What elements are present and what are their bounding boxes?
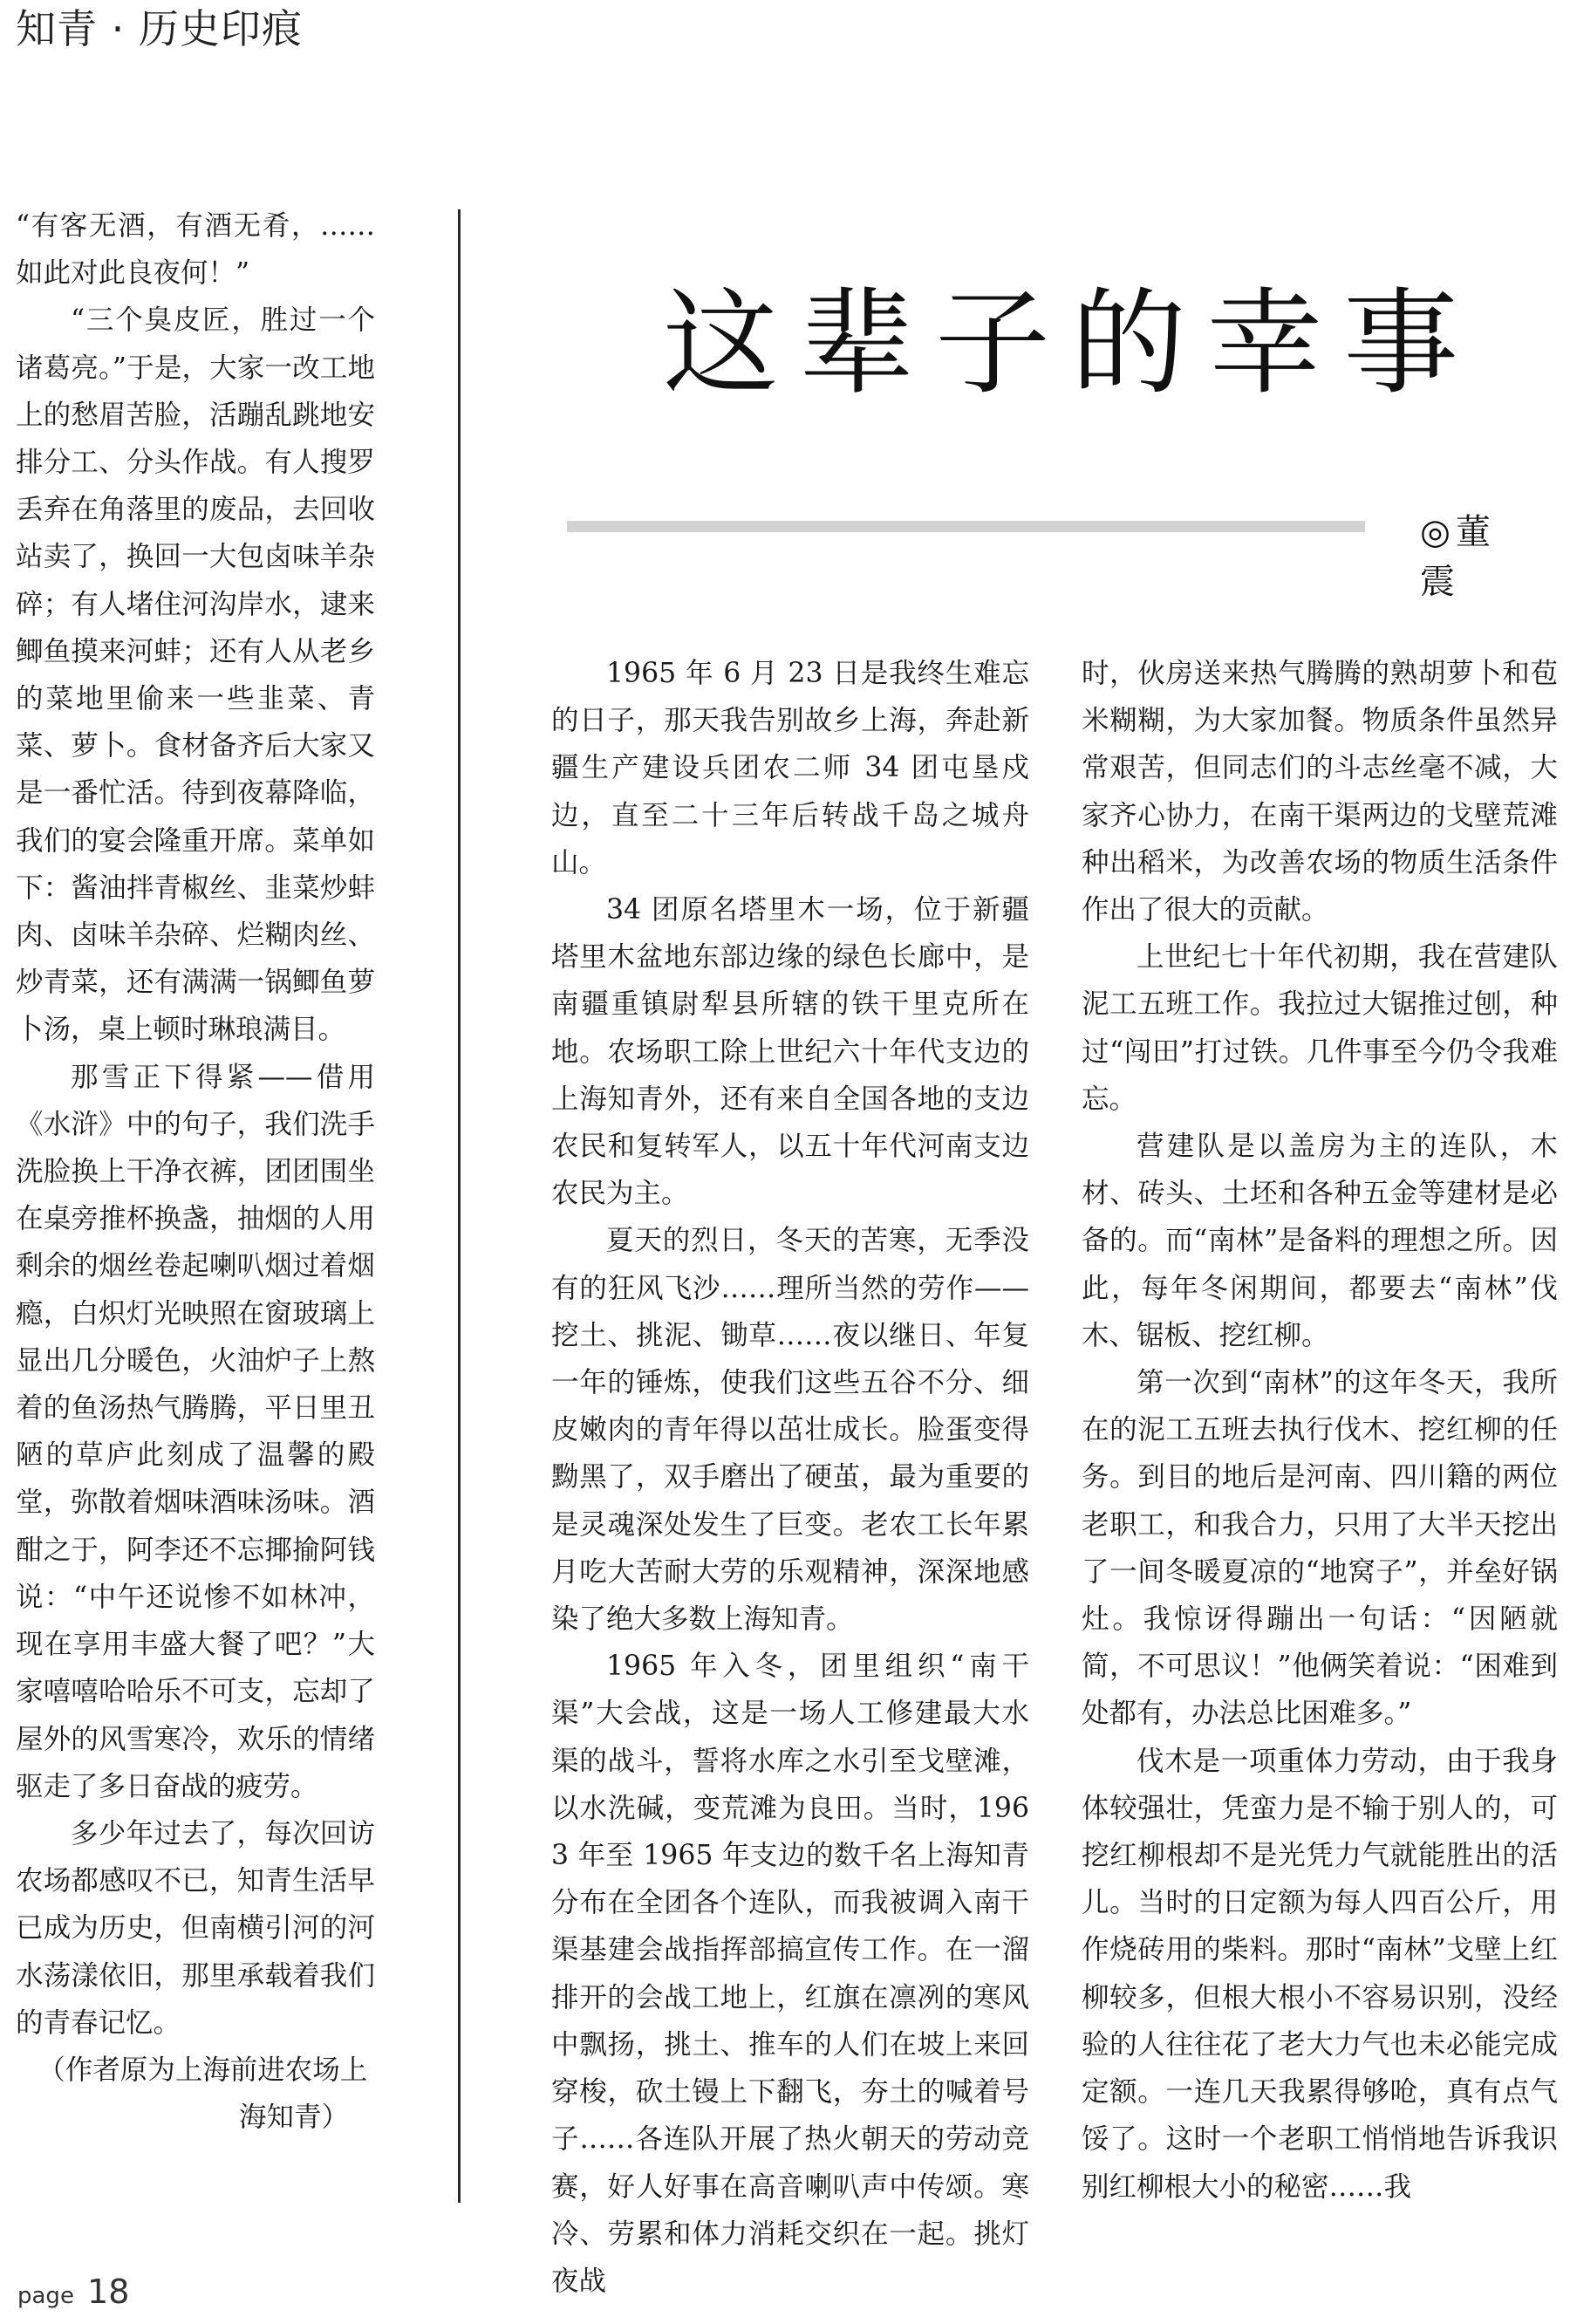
paragraph: 34 团原名塔里木一场，位于新疆塔里木盆地东部边缘的绿色长廊中，是南疆重镇尉犁县所辖的铁干里克所在地。农场职工除上世纪六十年代支边的上海知青外，还有来自全国各地的支边农民和复转军人，以五十年代河南支边农民为主。 xyxy=(551,894,1029,1210)
paragraph: 1965 年 6 月 23 日是我终生难忘的日子，那天我告别故乡上海，奔赴新疆生产建设兵团农二师 34 团屯垦戍边，直至二十三年后转战千岛之城舟山。 xyxy=(551,658,1029,878)
paragraph: 营建队是以盖房为主的连队，木材、砖头、土坯和各种五金等建材是必备的。而“南林”是备料的理想之所。因此，每年冬闲期间，都要去“南林”伐木、锯板、挖红柳。 xyxy=(1082,1131,1558,1351)
paragraph: 时，伙房送来热气腾腾的熟胡萝卜和苞米糊糊，为大家加餐。物质条件虽然异常艰苦，但同志们的斗志丝毫不减，大家齐心协力，在南干渠两边的戈壁荒滩种出稻米，为改善农场的物质生活条件作出了很大的贡献。 xyxy=(1082,658,1558,926)
column-divider xyxy=(458,209,461,2203)
page-label: page xyxy=(17,2283,74,2309)
paragraph: “三个臭皮匠，胜过一个诸葛亮。”于是，大家一改工地上的愁眉苦脸，活蹦乱跳地安排分工、分头作战。有人搜罗丢弃在角落里的废品，去回收站卖了，换回一大包卤味羊杂碎；有人堵住河沟岸水，逮来鲫鱼摸来河蚌；还有人从老乡的菜地里偷来一些韭菜、青菜、萝卜。食材备齐后大家又是一番忙活。待到夜幕降临，我们的宴会隆重开席。菜单如下：酱油拌青椒丝、韭菜炒蚌肉、卤味羊杂碎、烂糊肉丝、炒青菜，还有满满一锅鲫鱼萝卜汤，桌上顿时琳琅满目。 xyxy=(16,304,375,1046)
article-title: 这辈子的幸事 xyxy=(663,277,1479,411)
paragraph: 伐木是一项重体力劳动，由于我身体较强壮，凭蛮力是不输于别人的，可挖红柳根却不是光凭力气就能胜出的活儿。当时的日定额为每人四百公斤，用作烧砖用的柴料。那时“南林”戈壁上红柳较多，但根大根小不容易识别，没经验的人往往花了老大力气也未必能完成定额。一连几天我累得够呛，真有点气馁了。这时一个老职工悄悄地告诉我识别红柳根大小的秘密……我 xyxy=(1082,1745,1558,2203)
page-number: 18 xyxy=(87,2273,130,2311)
left-column xyxy=(16,202,375,2141)
right-column xyxy=(1082,650,1558,2211)
title-underline-bar xyxy=(567,521,1365,532)
page-footer xyxy=(17,2273,129,2311)
paragraph: 上世纪七十年代初期，我在营建队泥工五班工作。我拉过大锯推过刨，种过“闯田”打过铁。几件事至今仍令我难忘。 xyxy=(1082,941,1558,1115)
article-author: ◎董 震 xyxy=(1420,512,1536,602)
paragraph: 1965 年入冬，团里组织“南干渠”大会战，这是一场人工修建最大水渠的战斗，誓将水库之水引至戈壁滩，以水洗碱，变荒滩为良田。当时，1963 年至 1965 年支边的数千名上海知青分布在全团各个连队，而我被调入南干渠基建会战指挥部搞宣传工作。在一溜排开的会战工地上，红旗在凛冽的寒风中飘扬，挑土、推车的人们在坡上来回穿梭，砍土镘上下翻飞，夯土的喊着号子……各连队开展了热火朝天的劳动竞赛，好人好事在高音喇叭声中传颂。寒冷、劳累和体力消耗交织在一起。挑灯夜战 xyxy=(551,1651,1029,2297)
paragraph: 第一次到“南林”的这年冬天，我所在的泥工五班去执行伐木、挖红柳的任务。到目的地后是河南、四川籍的两位老职工，和我合力，只用了大半天挖出了一间冬暖夏凉的“地窝子”，并垒好锅灶。我惊讶得蹦出一句话：“因陋就简，不可思议！”他俩笑着说：“困难到处都有，办法总比困难多。” xyxy=(1082,1367,1558,1730)
paragraph: “有客无酒，有酒无肴，……如此对此良夜何！” xyxy=(16,210,375,290)
paragraph: 多少年过去了，每次回访农场都感叹不已，知青生活早已成为历史，但南横引河的河水荡漾依旧，那里承载着我们的青春记忆。 xyxy=(16,1817,375,2039)
author-note-end: 海知青） xyxy=(238,2102,349,2134)
paragraph: 夏天的烈日，冬天的苦寒，无季没有的狂风飞沙……理所当然的劳作——挖土、挑泥、锄草……夜以继日、年复一年的锤炼，使我们这些五谷不分、细皮嫩肉的青年得以茁壮成长。脸蛋变得黝黑了，双手磨出了硬茧，最为重要的是灵魂深处发生了巨变。老农工长年累月吃大苦耐大劳的乐观精神，深深地感染了绝大多数上海知青。 xyxy=(551,1225,1029,1636)
section-header: 知青 · 历史印痕 xyxy=(16,5,303,52)
author-note: （作者原为上海前进农场上 xyxy=(38,2054,368,2086)
paragraph: 那雪正下得紧——借用《水浒》中的句子，我们洗手洗脸换上干净衣裤，团团围坐在桌旁推杯换盏，抽烟的人用剩余的烟丝卷起喇叭烟过着烟瘾，白炽灯光映照在窗玻璃上显出几分暖色，火油炉子上熬着的鱼汤热气腾腾，平日里丑陋的草庐此刻成了温馨的殿堂，弥散着烟味酒味汤味。酒酣之于，阿李还不忘揶揄阿钱说：“中午还说惨不如林冲，现在享用丰盛大餐了吧？”大家嘻嘻哈哈乐不可支，忘却了屋外的风雪寒冷，欢乐的情绪驱走了多日奋战的疲劳。 xyxy=(16,1061,375,1802)
middle-column xyxy=(551,650,1029,2305)
